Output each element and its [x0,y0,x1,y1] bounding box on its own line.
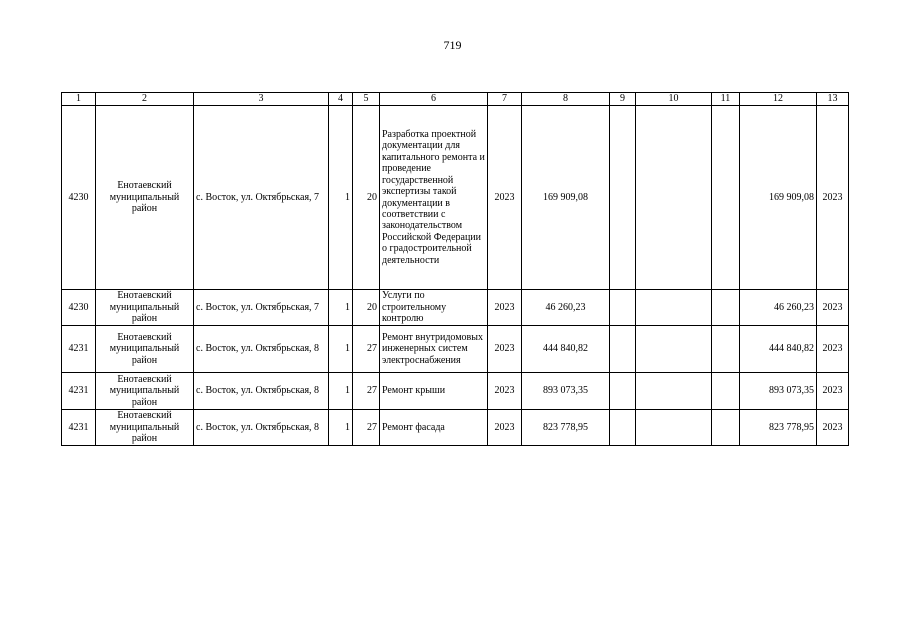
address: с. Восток, ул. Октябрьская, 7 [194,290,329,326]
cost: 46 260,23 [522,290,610,326]
year: 2023 [488,326,522,373]
repair-program-table [61,92,849,446]
district: Енотаевский муниципальный район [96,290,194,326]
col-10-value [636,410,712,446]
table-row [62,373,849,410]
col-4-value: 1 [329,410,353,446]
col-header: 8 [522,93,610,106]
col-10-value [636,290,712,326]
col-4-value: 1 [329,290,353,326]
table-row [62,290,849,326]
work-type: Разработка проектной документации для капитального ремонта и проведение государственной экспертизы такой документации в соответствии с законодательством Российской Федерации о градостроительной деятельности [380,106,488,290]
column-number-row [62,93,849,106]
year: 2023 [488,290,522,326]
work-type: Ремонт фасада [380,410,488,446]
district: Енотаевский муниципальный район [96,410,194,446]
district: Енотаевский муниципальный район [96,106,194,290]
address: с. Восток, ул. Октябрьская, 7 [194,106,329,290]
col-9-value [610,290,636,326]
table-row [62,326,849,373]
col-11-value [712,326,740,373]
col-10-value [636,373,712,410]
year: 2023 [488,373,522,410]
col-11-value [712,410,740,446]
cost: 169 909,08 [522,106,610,290]
col-header: 3 [194,93,329,106]
cost: 444 840,82 [522,326,610,373]
total-cost: 46 260,23 [740,290,817,326]
total-cost: 444 840,82 [740,326,817,373]
object-id: 4231 [62,410,96,446]
object-id: 4230 [62,290,96,326]
col-header: 13 [817,93,849,106]
col-11-value [712,106,740,290]
district: Енотаевский муниципальный район [96,373,194,410]
col-4-value: 1 [329,106,353,290]
completion-year: 2023 [817,290,849,326]
col-header: 1 [62,93,96,106]
completion-year: 2023 [817,326,849,373]
col-9-value [610,326,636,373]
col-header: 4 [329,93,353,106]
object-id: 4231 [62,326,96,373]
col-header: 10 [636,93,712,106]
work-type: Ремонт крыши [380,373,488,410]
col-10-value [636,326,712,373]
address: с. Восток, ул. Октябрьская, 8 [194,373,329,410]
address: с. Восток, ул. Октябрьская, 8 [194,410,329,446]
col-4-value: 1 [329,326,353,373]
col-header: 9 [610,93,636,106]
col-header: 5 [353,93,380,106]
col-5-value: 27 [353,410,380,446]
col-header: 7 [488,93,522,106]
col-5-value: 20 [353,290,380,326]
object-id: 4231 [62,373,96,410]
object-id: 4230 [62,106,96,290]
cost: 823 778,95 [522,410,610,446]
col-header: 12 [740,93,817,106]
cost: 893 073,35 [522,373,610,410]
year: 2023 [488,106,522,290]
total-cost: 169 909,08 [740,106,817,290]
table-row [62,106,849,290]
col-11-value [712,290,740,326]
total-cost: 823 778,95 [740,410,817,446]
col-header: 6 [380,93,488,106]
col-5-value: 27 [353,373,380,410]
address: с. Восток, ул. Октябрьская, 8 [194,326,329,373]
work-type: Ремонт внутридомовых инженерных систем электроснабжения [380,326,488,373]
page-number: 719 [443,38,462,52]
col-10-value [636,106,712,290]
col-9-value [610,373,636,410]
work-type: Услуги по строительному контролю [380,290,488,326]
col-4-value: 1 [329,373,353,410]
col-5-value: 27 [353,326,380,373]
col-9-value [610,410,636,446]
col-11-value [712,373,740,410]
col-header: 2 [96,93,194,106]
completion-year: 2023 [817,373,849,410]
col-header: 11 [712,93,740,106]
table-row [62,410,849,446]
year: 2023 [488,410,522,446]
completion-year: 2023 [817,106,849,290]
total-cost: 893 073,35 [740,373,817,410]
completion-year: 2023 [817,410,849,446]
col-5-value: 20 [353,106,380,290]
col-9-value [610,106,636,290]
district: Енотаевский муниципальный район [96,326,194,373]
